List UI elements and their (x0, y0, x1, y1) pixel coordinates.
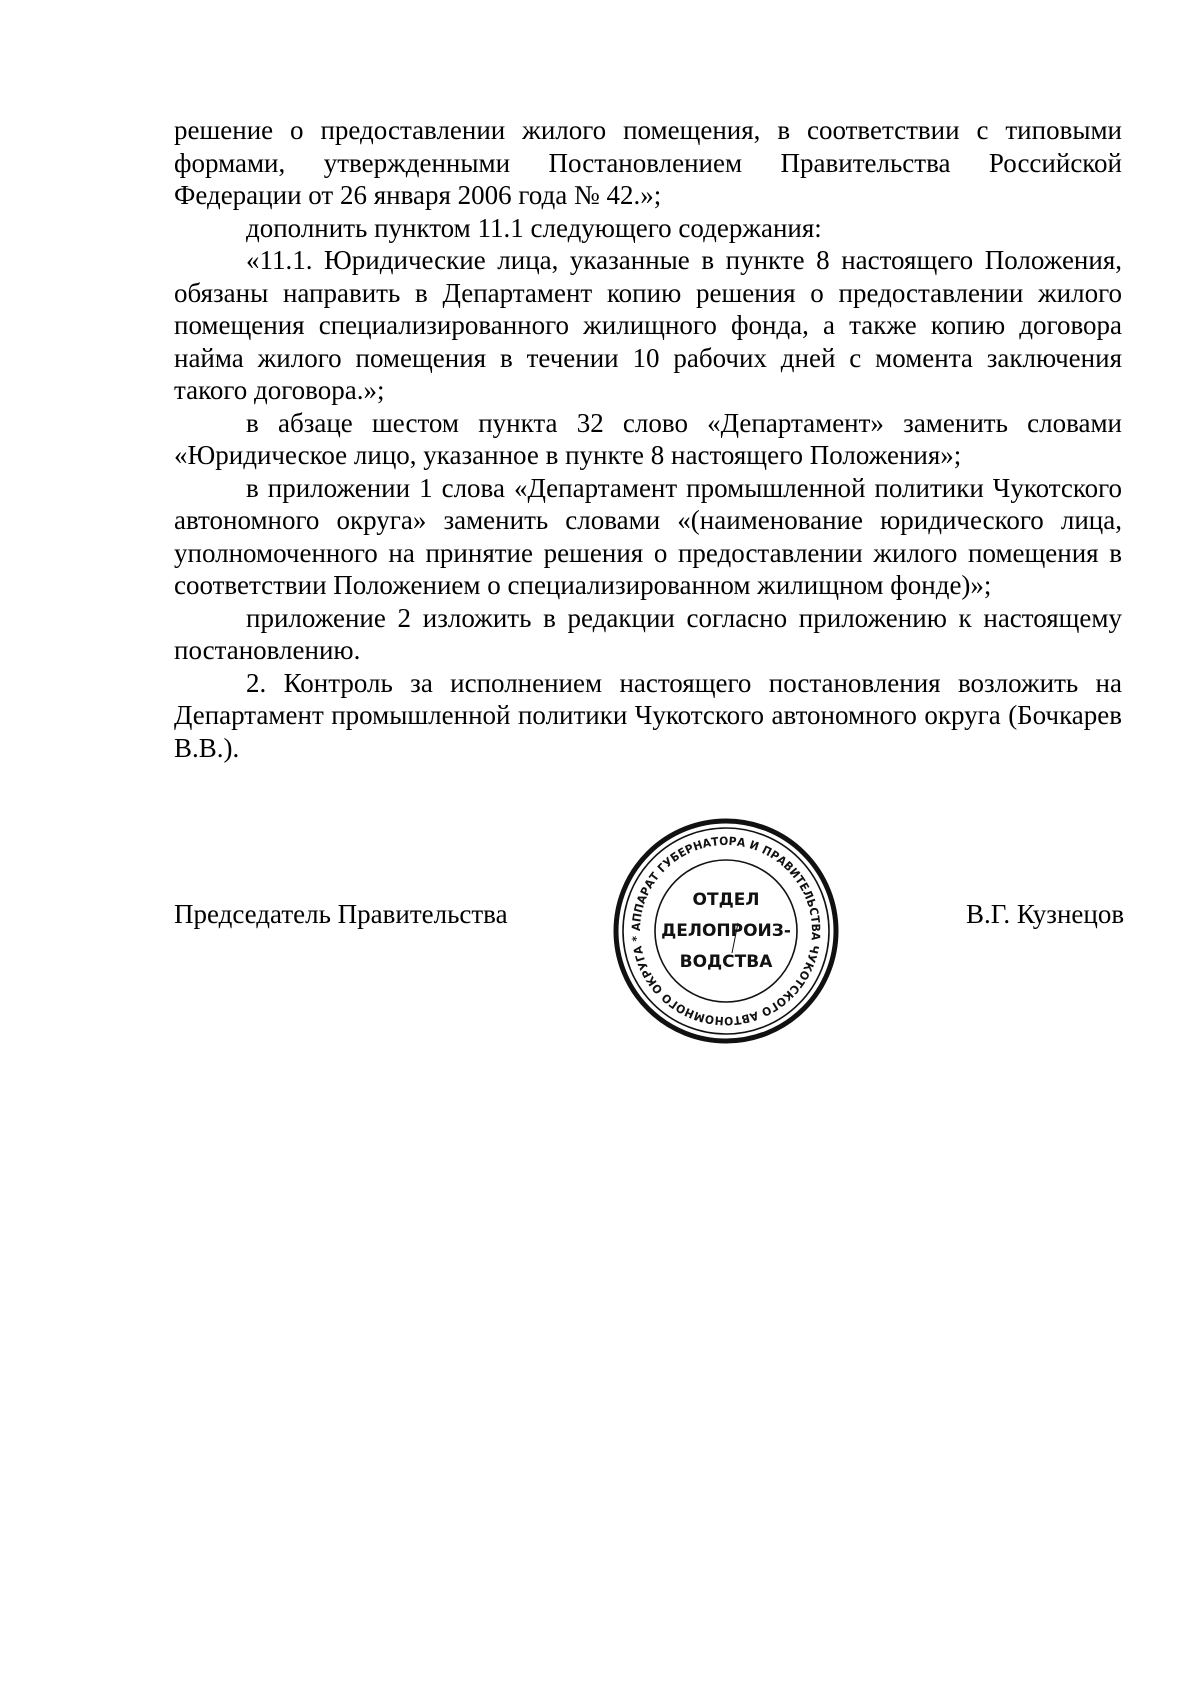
stamp-center-line-2: ДЕЛОПРОИЗ- (661, 921, 791, 941)
stamp-center-line-3: ВОДСТВА (679, 952, 773, 972)
official-stamp (610, 815, 842, 1047)
paragraph-control: 2. Контроль за исполнением настоящего постановления возложить на Департамент промышленной политики Чукотского автономного округа (Бочкарев В.В.). (174, 667, 1122, 763)
signatory-position: Председатель Правительства (174, 899, 508, 929)
stamp-ring-text: АППАРАТ ГУБЕРНАТОРА И ПРАВИТЕЛЬСТВА ЧУКОТСКОГО АВТОНОМНОГО ОКРУГА * (628, 833, 824, 1029)
paragraph-appendix-2: приложение 2 изложить в редакции согласно приложению к настоящему постановлению. (174, 602, 1122, 665)
signatory-name: В.Г. Кузнецов (966, 899, 1125, 929)
paragraph-clause-11-1: «11.1. Юридические лица, указанные в пункте 8 настоящего Положения, обязаны направить в Департамент копию решения о предоставлении жилого помещения специализированного жилищного фонда, а также копию договора найма жилого помещения в течении 10 рабочих дней с момента заключения такого договора.»; (174, 245, 1122, 405)
paragraph-add-clause: дополнить пунктом 11.1 следующего содержания: (246, 212, 822, 243)
paragraph-appendix-1: в приложении 1 слова «Департамент промышленной политики Чукотского автономного округа» заменить словами «(наименование юридического лица, уполномоченного на принятие решения о предоставлении жилого помещения в соответствии Положением о специализированном жилищном фонде)»; (174, 472, 1122, 600)
stamp-center-line-1: ОТДЕЛ (692, 890, 760, 910)
paragraph-clause-32: в абзаце шестом пункта 32 слово «Департамент» заменить словами «Юридическое лицо, указанное в пункте 8 настоящего Положения»; (174, 407, 1122, 470)
paragraph-continuation: решение о предоставлении жилого помещения, в соответствии с типовыми формами, утвержденными Постановлением Правительства Российской Федерации от 26 января 2006 года № 42.»; (174, 115, 1122, 210)
